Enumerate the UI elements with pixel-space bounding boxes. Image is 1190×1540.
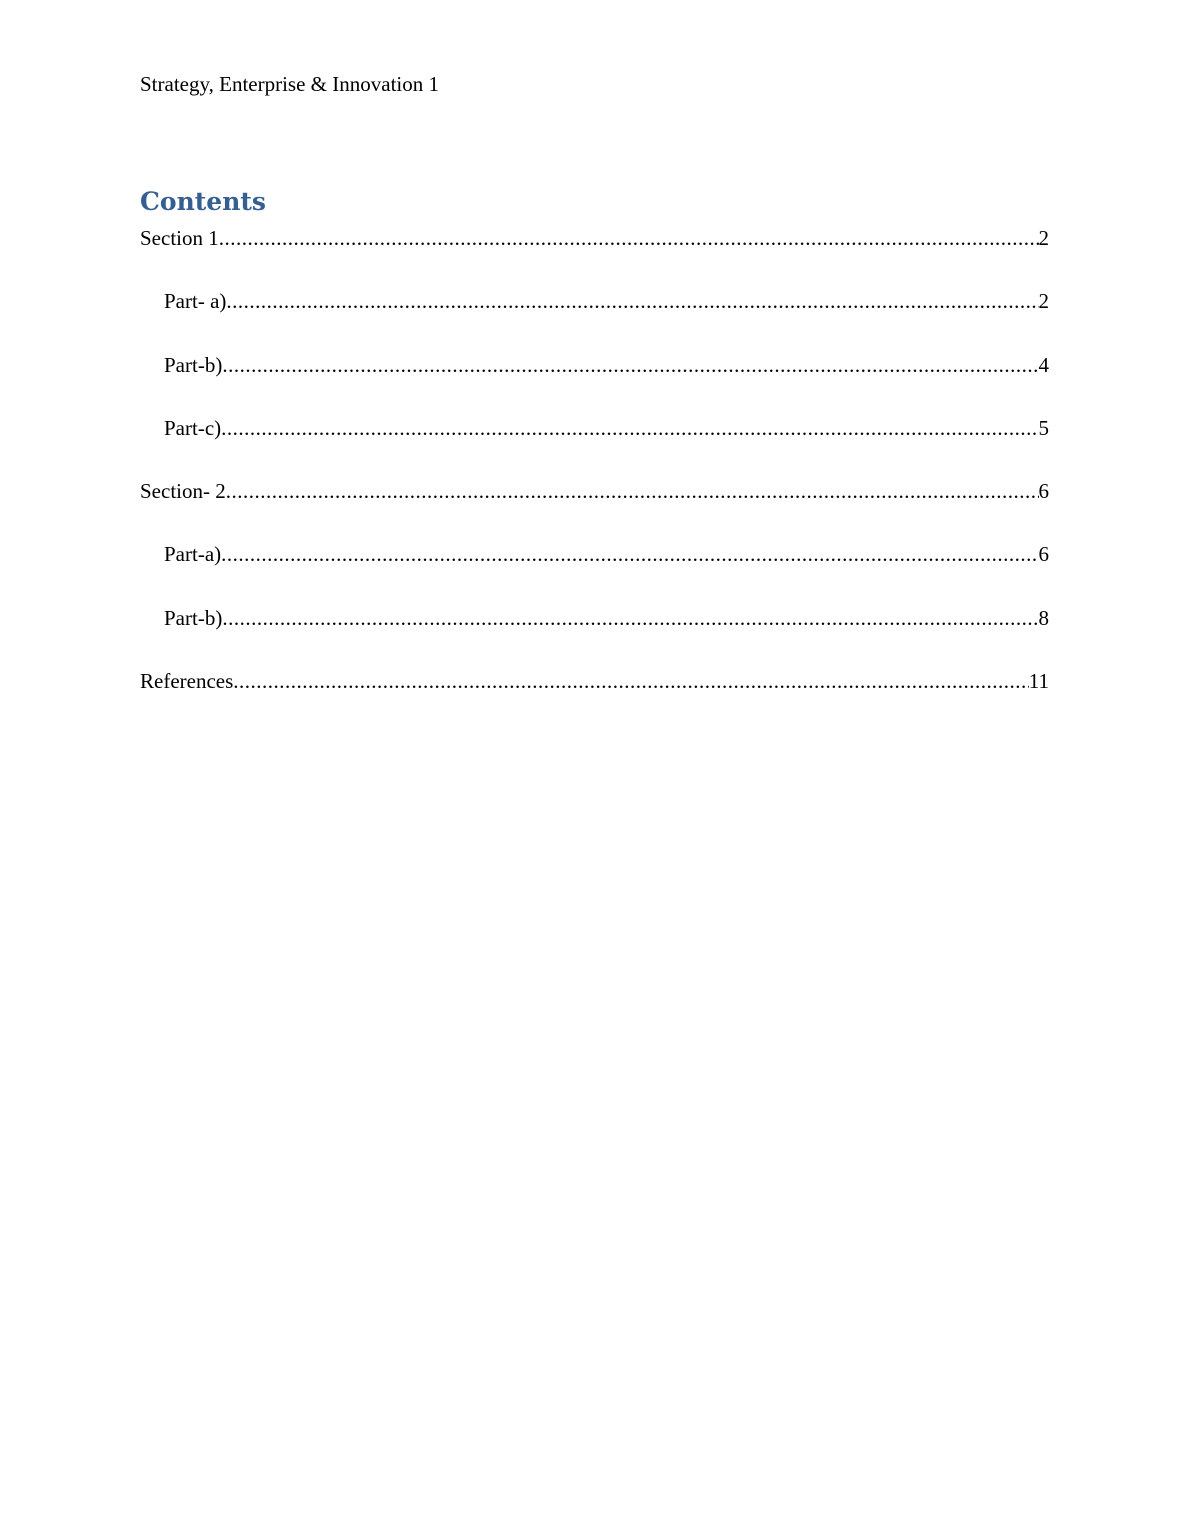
- toc-entry-label: Part- a): [164, 289, 227, 314]
- toc-heading: Contents: [140, 187, 267, 216]
- toc-page-number: 8: [1038, 605, 1049, 630]
- toc-dot-leader: [226, 478, 1039, 504]
- toc-entry-section-1-part-c[interactable]: [140, 415, 1049, 478]
- toc-entry-label: Part-b): [164, 605, 223, 630]
- toc-dot-leader: [222, 352, 1038, 378]
- toc-page-number: 2: [1038, 289, 1049, 314]
- toc-dot-leader: [221, 541, 1038, 567]
- toc-page-number: 6: [1038, 479, 1049, 504]
- table-of-contents: [140, 225, 1049, 731]
- toc-entry-label: Part-c): [164, 415, 222, 440]
- toc-page-number: 11: [1028, 669, 1049, 694]
- running-header: Strategy, Enterprise & Innovation 1: [140, 72, 439, 96]
- toc-entry-label: References: [140, 669, 234, 694]
- toc-dot-leader: [221, 415, 1038, 441]
- toc-entry-label: Section- 2: [140, 479, 226, 504]
- toc-entry-section-2[interactable]: [140, 478, 1049, 541]
- toc-entry-label: Section 1: [140, 226, 219, 250]
- toc-page-number: 4: [1038, 352, 1049, 377]
- toc-entry-section-2-part-b[interactable]: [140, 605, 1049, 668]
- toc-dot-leader: [233, 668, 1028, 694]
- toc-entry-references[interactable]: [140, 668, 1049, 731]
- toc-entry-section-1-part-a[interactable]: [140, 288, 1049, 351]
- toc-entry-section-1-part-b[interactable]: [140, 352, 1049, 415]
- toc-page-number: 2: [1038, 226, 1049, 250]
- toc-entry-section-2-part-a[interactable]: [140, 541, 1049, 604]
- toc-entry-label: Part-a): [164, 542, 222, 567]
- toc-page-number: 6: [1038, 542, 1049, 567]
- toc-dot-leader: [226, 288, 1038, 314]
- toc-dot-leader: [222, 605, 1038, 631]
- toc-entry-section-1[interactable]: [140, 225, 1049, 288]
- toc-page-number: 5: [1038, 415, 1049, 440]
- toc-entry-label: Part-b): [164, 352, 223, 377]
- toc-dot-leader: [219, 225, 1039, 251]
